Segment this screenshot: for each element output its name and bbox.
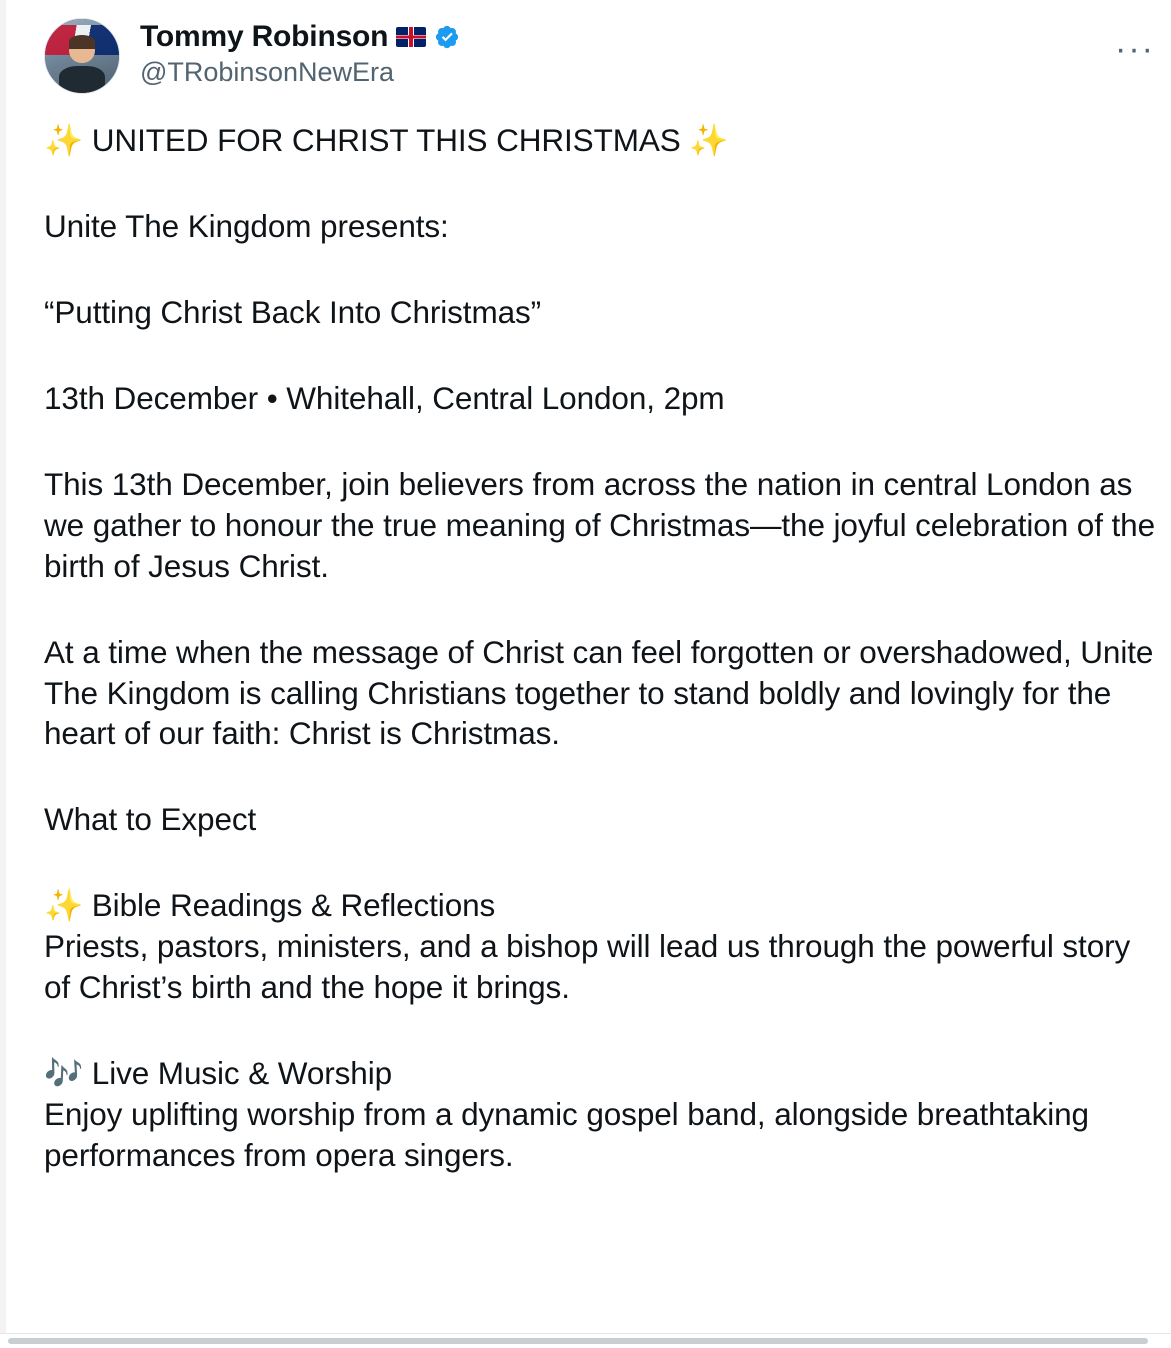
paragraph-what-to-expect: What to Expect: [44, 801, 257, 838]
avatar-body: [59, 66, 105, 93]
paragraph-bible-heading: ✨ Bible Readings & Reflections: [44, 887, 496, 924]
paragraph-music-text: Enjoy uplifting worship from a dynamic gospel band, alongside breathtaking performances from opera singers.: [44, 1096, 1098, 1173]
author-display-name[interactable]: Tommy Robinson: [140, 20, 389, 53]
tweet-header: [0, 18, 1171, 94]
uk-flag-icon: [396, 27, 426, 47]
tweet-text: [0, 94, 1171, 1176]
author-name-block: [140, 18, 460, 88]
paragraph-presents: Unite The Kingdom presents:: [44, 207, 449, 244]
verified-badge-icon: [434, 24, 460, 50]
paragraph-event-details: 13th December • Whitehall, Central London, 2pm: [44, 379, 725, 416]
author-handle[interactable]: @TRobinsonNewEra: [140, 57, 395, 87]
scrollbar-thumb[interactable]: [8, 1338, 1148, 1344]
paragraph-music-heading: 🎶 Live Music & Worship: [44, 1055, 393, 1092]
paragraph-message: At a time when the message of Christ can feel forgotten or overshadowed, Unite The Kingdom is calling Christians together to stand boldly and lovingly for the heart of our faith: Christ is Christmas.: [44, 633, 1162, 752]
paragraph-slogan: “Putting Christ Back Into Christmas”: [44, 293, 542, 330]
paragraph-bible-text: Priests, pastors, ministers, and a bishop will lead us through the powerful story of Christ’s birth and the hope it brings.: [44, 928, 1139, 1006]
avatar[interactable]: [44, 18, 120, 94]
more-options-icon[interactable]: ···: [1115, 30, 1155, 68]
avatar-hair: [69, 35, 96, 48]
left-edge-gutter: [0, 0, 6, 1334]
paragraph-invite: This 13th December, join believers from across the nation in central London as we gather to honour the true meaning of Christmas—the joyful celebration of the birth of Jesus Christ.: [44, 465, 1164, 584]
paragraph-headline: ✨ UNITED FOR CHRIST THIS CHRISTMAS ✨: [44, 122, 729, 158]
horizontal-scrollbar[interactable]: [0, 1333, 1171, 1348]
author-name-row: [140, 20, 460, 53]
